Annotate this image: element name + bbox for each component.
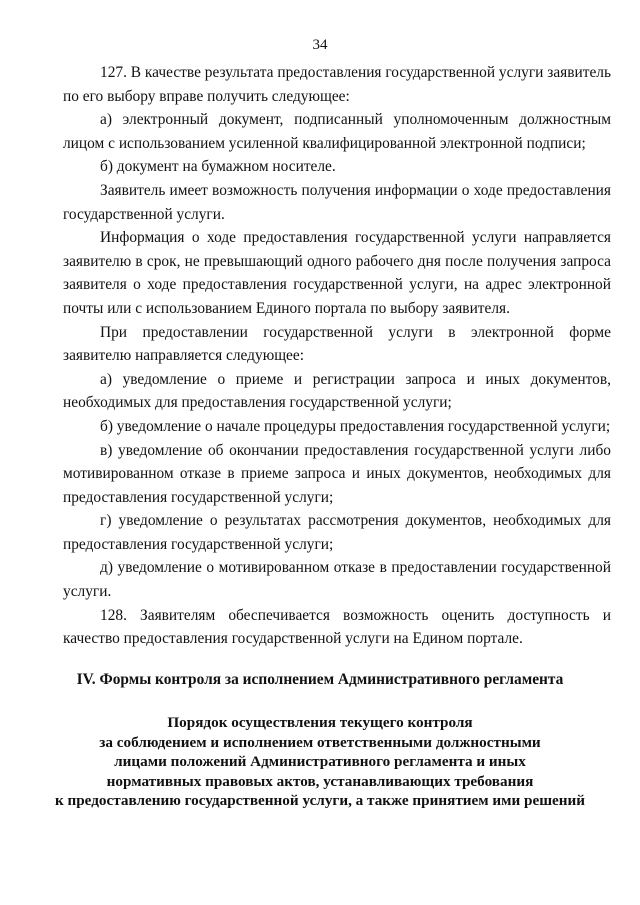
page-number: 34 (312, 37, 328, 53)
paragraph-notice-d: д) уведомление о мотивированном отказе в предоставлении государственной услуги. (63, 559, 611, 601)
sub-heading-line: лицами положений Административного регламента и иных (114, 753, 526, 771)
paragraph-notice-v: в) уведомление об окончании предоставления государственной услуги либо мотивированном отказе в приеме запроса и иных документов, необходимых для предоставления государственной услуги; (63, 441, 611, 506)
section-heading: IV. Формы контроля за исполнением Административного регламента (76, 671, 564, 688)
body-text (63, 61, 611, 651)
paragraph-127-item-a: а) электронный документ, подписанный уполномоченным должностным лицом с использованием усиленной квалифицированной электронной подписи; (63, 111, 611, 152)
paragraph-info-possibility: Заявитель имеет возможность получения информации о ходе предоставления государственной услуги. (63, 181, 611, 223)
paragraph-electronic-form: При предоставлении государственной услуги в электронной форме заявителю направляется следующее: (63, 323, 611, 365)
paragraph-127-item-b: б) документ на бумажном носителе. (100, 158, 336, 176)
paragraph-128: 128. Заявителям обеспечивается возможность оценить доступность и качество предоставления государственной услуги на Едином портале. (63, 606, 611, 648)
sub-heading-line: Порядок осуществления текущего контроля (167, 714, 473, 731)
sub-heading-line: за соблюдением и исполнением ответственными должностными (99, 733, 541, 751)
paragraph-notice-a: а) уведомление о приеме и регистрации запроса и иных документов, необходимых для предоставления государственной услуги; (63, 370, 611, 412)
paragraph-127: 127. В качестве результата предоставления государственной услуги заявитель по его выбору вправе получить следующее: (63, 64, 611, 105)
paragraph-info-delivery: Информация о ходе предоставления государственной услуги направляется заявителю в срок, не превышающий одного рабочего дня после получения запроса заявителя о ходе предоставления государственной услуги, на адрес электронной почты или с использованием Единого портала по выбору заявителя. (63, 229, 611, 317)
paragraph-notice-b: б) уведомление о начале процедуры предоставления государственной услуги; (100, 417, 611, 435)
sub-heading-line: нормативных правовых актов, устанавливающих требования (106, 772, 534, 790)
sub-heading (0, 713, 640, 811)
paragraph-notice-g: г) уведомление о результатах рассмотрения документов, необходимых для предоставления государственной услуги; (63, 512, 611, 553)
sub-heading-line: к предоставлению государственной услуги, а также принятием ими решений (54, 792, 586, 810)
